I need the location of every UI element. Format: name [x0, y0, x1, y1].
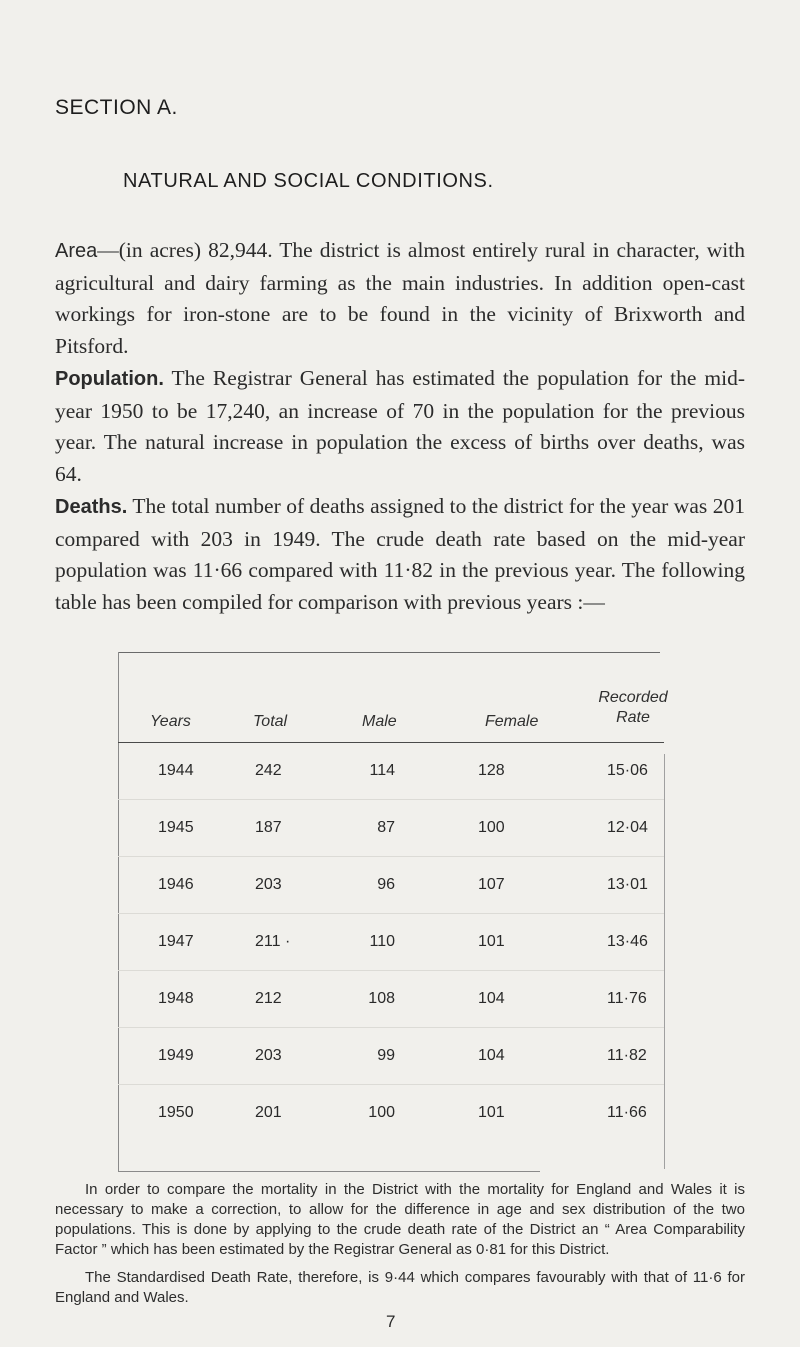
row-divider	[118, 856, 664, 857]
cell-recorded-rate: 11·66	[607, 1104, 647, 1121]
table-right-rule	[664, 754, 665, 1169]
page-heading: NATURAL AND SOCIAL CONDITIONS.	[123, 170, 494, 192]
cell-year: 1944	[158, 762, 194, 779]
deaths-text: The total number of deaths assigned to the district for the year was 201 compared with 203 in 1949. The crude death rate based on the mid-year population was 11·66 compared with 11·82 in the previous year. The following table has been compiled for comparison with previous years :—	[55, 494, 745, 614]
cell-female: 104	[478, 990, 505, 1007]
table-row	[118, 990, 664, 1045]
cell-male: 114	[369, 762, 395, 779]
cell-recorded-rate: 11·76	[607, 990, 647, 1007]
cell-total: 201	[255, 1104, 282, 1121]
column-header-male: Male	[362, 713, 397, 730]
cell-year: 1948	[158, 990, 194, 1007]
table-row	[118, 1047, 664, 1102]
cell-total: 203	[255, 1047, 282, 1064]
table-top-rule	[118, 652, 660, 653]
table-row	[118, 762, 664, 817]
cell-female: 104	[478, 1047, 505, 1064]
cell-male: 108	[368, 990, 395, 1007]
table-row	[118, 819, 664, 874]
cell-year: 1947	[158, 933, 194, 950]
comparison-paragraph: In order to compare the mortality in the District with the mortality for England and Wales it is necessary to make a correction, to allow for the difference in age and sex distribution of the two populations. This is done by applying to the crude death rate of the District an “ Area Comparability Factor ” which has been estimated by the Registrar General as 0·81 for this District.	[55, 1181, 745, 1258]
page-number: 7	[386, 1312, 396, 1331]
cell-year: 1946	[158, 876, 194, 893]
cell-female: 128	[478, 762, 505, 779]
cell-total: 187	[255, 819, 282, 836]
column-header-years: Years	[150, 713, 191, 730]
table-bottom-rule	[118, 1171, 540, 1172]
cell-year: 1945	[158, 819, 194, 836]
row-divider	[118, 970, 664, 971]
cell-female: 107	[478, 876, 505, 893]
row-divider	[118, 1084, 664, 1085]
table-row	[118, 1104, 664, 1159]
cell-total: 242	[255, 762, 282, 779]
population-paragraph	[55, 363, 745, 490]
cell-female: 101	[478, 933, 505, 950]
area-paragraph	[55, 235, 745, 362]
column-header-female: Female	[485, 713, 539, 730]
column-header-recorded-rate: Recorded Rate	[598, 689, 668, 726]
cell-recorded-rate: 13·01	[607, 876, 648, 893]
cell-male: 87	[377, 819, 395, 836]
cell-recorded-rate: 11·82	[607, 1047, 647, 1064]
deaths-paragraph	[55, 491, 745, 618]
cell-female: 100	[478, 819, 505, 836]
row-divider	[118, 799, 664, 800]
table-header-rule	[118, 742, 664, 743]
standardised-rate-paragraph: The Standardised Death Rate, therefore, is 9·44 which compares favourably with that of 11·6 for England and Wales.	[55, 1269, 745, 1306]
table-row	[118, 876, 664, 931]
table-row	[118, 933, 664, 988]
cell-total: 203	[255, 876, 282, 893]
cell-recorded-rate: 13·46	[607, 933, 648, 950]
row-divider	[118, 913, 664, 914]
cell-female: 101	[478, 1104, 505, 1121]
deaths-lead: Deaths.	[55, 496, 128, 518]
cell-year: 1949	[158, 1047, 194, 1064]
population-text: The Registrar General has estimated the population for the mid-year 1950 to be 17,240, an increase of 70 in the population for the previous year. The natural increase in population the excess of births over deaths, was 64.	[55, 366, 745, 486]
cell-total: 212	[255, 990, 282, 1007]
row-divider	[118, 1027, 664, 1028]
cell-recorded-rate: 15·06	[607, 762, 648, 779]
cell-male: 96	[377, 876, 395, 893]
cell-male: 100	[368, 1104, 395, 1121]
cell-year: 1950	[158, 1104, 194, 1121]
area-text: —(in acres) 82,944. The district is almost entirely rural in character, with agricultural and dairy farming as the main industries. In addition open-cast workings for iron-stone are to be found in the vicinity of Brixworth and Pitsford.	[55, 238, 745, 358]
section-label: SECTION A.	[55, 96, 178, 119]
population-lead: Population.	[55, 368, 164, 390]
area-lead: Area	[55, 240, 98, 262]
cell-total: 211 ·	[255, 933, 291, 950]
cell-male: 99	[377, 1047, 395, 1064]
column-header-total: Total	[253, 713, 288, 730]
cell-recorded-rate: 12·04	[607, 819, 648, 836]
cell-male: 110	[369, 933, 395, 950]
